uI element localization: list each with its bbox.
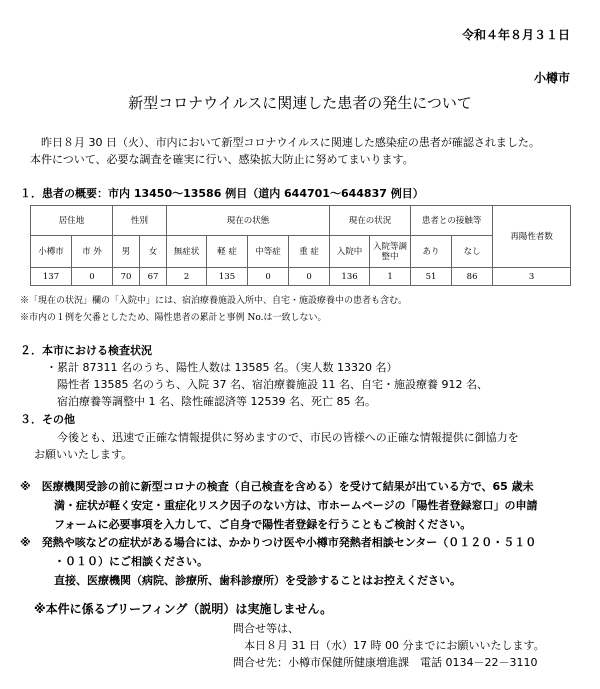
value-cell: 0 (248, 268, 289, 286)
notice-self-registration (20, 477, 538, 534)
subheader: 無症状 (167, 236, 207, 268)
value-cell: 137 (31, 268, 72, 286)
intro-paragraph (30, 134, 540, 168)
subheader: 入院等調整中 (370, 236, 411, 268)
contact-label: 問合せ等は、 (233, 622, 299, 635)
section2-line: ・累計 87311 名のうち、陽性人数は 13585 名。（実人数 13320 名） (46, 361, 398, 374)
value-cell: 0 (72, 268, 113, 286)
value-cell: 136 (330, 268, 370, 286)
section2-line: 陽性者 13585 名のうち、入院 37 名、宿泊療養施設 11 名、自宅・施設療養 912 名、 (57, 378, 488, 391)
section3-heading: ３．その他 (20, 413, 75, 426)
section1-heading: １．患者の概要：市内 13450～13586 例目（道内 644701～644837 例目） (20, 187, 424, 200)
header-contact: 患者との接触等 (411, 206, 493, 236)
subheader: なし (452, 236, 493, 268)
subheader: 市 外 (72, 236, 113, 268)
notice-line: ・０１０）にご相談ください。 (54, 555, 208, 568)
header-sex: 性別 (113, 206, 167, 236)
value-cell: 86 (452, 268, 493, 286)
document-title: 新型コロナウイルスに関連した患者の発生について (128, 94, 472, 112)
section3-line: 今後とも、迅速で正確な情報提供に努めますので、市民の皆様への正確な情報提供に御協力を (57, 431, 519, 444)
section2-heading: ２．本市における検査状況 (20, 344, 152, 357)
subheader: あり (411, 236, 452, 268)
table-note: ※「現在の状況」欄の「入院中」には、宿泊療養施設入所中、自宅・施設療養中の患者も含む。 (20, 296, 408, 306)
subheader: 入院中 (330, 236, 370, 268)
header-residence: 居住地 (31, 206, 113, 236)
section2-line: 宿泊療養等調整中 1 名、陰性確認済等 12539 名、死亡 85 名。 (57, 395, 376, 408)
subheader: 小樽市 (31, 236, 72, 268)
header-situation: 現在の状況 (330, 206, 411, 236)
table-note: ※市内の１例を欠番としたため、陽性患者の累計と事例 No.は一致しない。 (20, 313, 327, 323)
notice-line: フォームに必要事項を入力して、ご自身で陽性者登録を行うこともご検討ください。 (54, 518, 472, 531)
intro-line: 本件について、必要な調査を確実に行い、感染拡大防止に努めてまいります。 (30, 153, 414, 166)
notice-line: ※ 医療機関受診の前に新型コロナの検査（自己検査を含める）を受けて結果が出ている方で、65 歳未 (20, 480, 534, 493)
value-cell: 2 (167, 268, 207, 286)
document-date: 令和４年８月３１日 (461, 28, 570, 42)
patient-summary-table (30, 205, 571, 286)
section3-line: お願いいたします。 (34, 448, 133, 461)
contact-info: 問合せ先：小樽市保健所健康増進課 電話 0134－22－3110 (233, 656, 538, 669)
contact-deadline: 本日８月 31 日（水）17 時 00 分までにお願いいたします。 (244, 639, 545, 652)
value-cell: 0 (289, 268, 330, 286)
value-cell: 51 (411, 268, 452, 286)
notice-fever-consultation (20, 533, 536, 590)
value-cell: 70 (113, 268, 140, 286)
intro-line: 昨日８月 30 日（火）、市内において新型コロナウイルスに関連した感染症の患者が確認されました。 (41, 136, 540, 149)
notice-line: 満・症状が軽く安定・重症化リスク因子のない方は、市ホームページの「陽性者登録窓口」の申請 (54, 499, 538, 512)
subheader: 中等症 (248, 236, 289, 268)
subheader: 女 (140, 236, 167, 268)
value-cell: 3 (493, 268, 571, 286)
value-cell: 1 (370, 268, 411, 286)
header-condition: 現在の状態 (167, 206, 330, 236)
briefing-note: ※本件に係るブリーフィング（説明）は実施しません。 (34, 602, 333, 616)
value-cell: 67 (140, 268, 167, 286)
subheader: 重 症 (289, 236, 330, 268)
value-cell: 135 (207, 268, 248, 286)
notice-line: ※ 発熱や咳などの症状がある場合には、かかりつけ医や小樽市発熱者相談センター（０１２０・５１０ (20, 536, 537, 549)
notice-line: 直接、医療機関（病院、診療所、歯科診療所）を受診することはお控えください。 (54, 574, 461, 587)
subheader: 男 (113, 236, 140, 268)
header-repositive: 再陽性者数 (493, 206, 571, 268)
subheader: 軽 症 (207, 236, 248, 268)
issuer-city: 小樽市 (533, 71, 570, 85)
